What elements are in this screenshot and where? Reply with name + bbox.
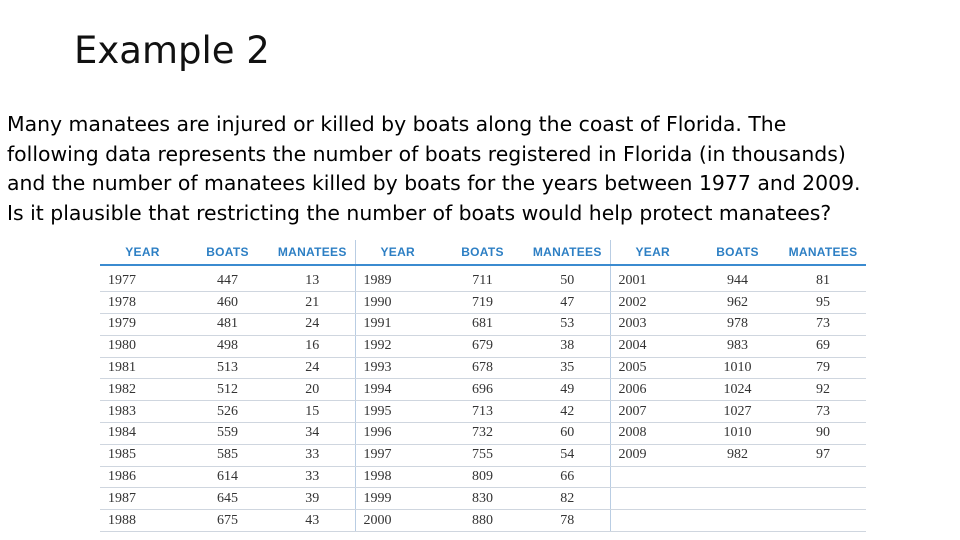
cell-manatees: 92: [780, 379, 866, 401]
table-row: [100, 265, 866, 292]
cell-manatees: 15: [270, 401, 355, 423]
table-row: [100, 335, 866, 357]
cell-manatees: 66: [525, 466, 610, 488]
table-row: [100, 357, 866, 379]
cell-manatees: 42: [525, 401, 610, 423]
column-header-year: YEAR: [610, 240, 695, 265]
cell-manatees: [780, 466, 866, 488]
cell-boats: 559: [185, 422, 270, 444]
table-row: [100, 292, 866, 314]
cell-boats: 675: [185, 510, 270, 532]
cell-year: 1980: [100, 335, 185, 357]
cell-year: 2008: [610, 422, 695, 444]
cell-year: 2007: [610, 401, 695, 423]
cell-year: 2004: [610, 335, 695, 357]
cell-manatees: 97: [780, 444, 866, 466]
cell-boats: 809: [440, 466, 525, 488]
cell-boats: 696: [440, 379, 525, 401]
table-row: [100, 422, 866, 444]
cell-manatees: 16: [270, 335, 355, 357]
cell-year: 1987: [100, 488, 185, 510]
cell-boats: 481: [185, 314, 270, 336]
cell-manatees: 20: [270, 379, 355, 401]
table-body: [100, 265, 866, 532]
column-header-boats: BOATS: [185, 240, 270, 265]
slide-title: Example 2: [74, 29, 270, 72]
table-row: [100, 401, 866, 423]
cell-year: 1985: [100, 444, 185, 466]
cell-year: 1977: [100, 265, 185, 292]
cell-year: 2002: [610, 292, 695, 314]
cell-boats: 719: [440, 292, 525, 314]
cell-boats: 681: [440, 314, 525, 336]
cell-year: 1992: [355, 335, 440, 357]
cell-manatees: 54: [525, 444, 610, 466]
cell-manatees: 78: [525, 510, 610, 532]
cell-year: 1986: [100, 466, 185, 488]
column-header-boats: BOATS: [440, 240, 525, 265]
cell-boats: 1027: [695, 401, 780, 423]
cell-year: 1982: [100, 379, 185, 401]
cell-manatees: 35: [525, 357, 610, 379]
cell-manatees: 43: [270, 510, 355, 532]
cell-boats: 944: [695, 265, 780, 292]
body-line: and the number of manatees killed by boats for the years between 1977 and 2009.: [7, 171, 861, 195]
cell-boats: 732: [440, 422, 525, 444]
table-row: [100, 444, 866, 466]
cell-year: 2006: [610, 379, 695, 401]
cell-manatees: 95: [780, 292, 866, 314]
table-row: [100, 379, 866, 401]
cell-manatees: 21: [270, 292, 355, 314]
cell-boats: 512: [185, 379, 270, 401]
column-header-manatees: MANATEES: [270, 240, 355, 265]
cell-manatees: 24: [270, 357, 355, 379]
cell-year: 1991: [355, 314, 440, 336]
cell-boats: 1024: [695, 379, 780, 401]
cell-boats: 880: [440, 510, 525, 532]
cell-boats: 447: [185, 265, 270, 292]
cell-manatees: 34: [270, 422, 355, 444]
cell-boats: 983: [695, 335, 780, 357]
cell-year: 2009: [610, 444, 695, 466]
column-header-year: YEAR: [100, 240, 185, 265]
body-line: Is it plausible that restricting the number of boats would help protect manatees?: [7, 200, 832, 225]
cell-year: 2003: [610, 314, 695, 336]
cell-manatees: 47: [525, 292, 610, 314]
cell-boats: 498: [185, 335, 270, 357]
cell-year: 1994: [355, 379, 440, 401]
cell-manatees: 69: [780, 335, 866, 357]
cell-year: 1989: [355, 265, 440, 292]
cell-boats: 711: [440, 265, 525, 292]
table-row: [100, 510, 866, 532]
cell-manatees: 13: [270, 265, 355, 292]
cell-manatees: 90: [780, 422, 866, 444]
table-row: [100, 314, 866, 336]
column-header-boats: BOATS: [695, 240, 780, 265]
cell-year: 1993: [355, 357, 440, 379]
cell-manatees: 82: [525, 488, 610, 510]
cell-boats: 1010: [695, 422, 780, 444]
cell-year: 1979: [100, 314, 185, 336]
cell-year: 1995: [355, 401, 440, 423]
column-header-manatees: MANATEES: [780, 240, 866, 265]
cell-manatees: 24: [270, 314, 355, 336]
cell-manatees: [780, 488, 866, 510]
cell-boats: 755: [440, 444, 525, 466]
cell-boats: 978: [695, 314, 780, 336]
cell-year: 1978: [100, 292, 185, 314]
cell-year: 1988: [100, 510, 185, 532]
cell-boats: 713: [440, 401, 525, 423]
cell-year: 1997: [355, 444, 440, 466]
cell-boats: 526: [185, 401, 270, 423]
cell-manatees: 81: [780, 265, 866, 292]
cell-year: 1998: [355, 466, 440, 488]
cell-year: 2000: [355, 510, 440, 532]
slide-body-text: [7, 110, 957, 228]
cell-year: 1983: [100, 401, 185, 423]
cell-year: 1996: [355, 422, 440, 444]
cell-manatees: 33: [270, 444, 355, 466]
column-header-manatees: MANATEES: [525, 240, 610, 265]
cell-year: [610, 510, 695, 532]
cell-boats: 585: [185, 444, 270, 466]
cell-manatees: 79: [780, 357, 866, 379]
cell-boats: 1010: [695, 357, 780, 379]
cell-boats: 460: [185, 292, 270, 314]
cell-boats: 678: [440, 357, 525, 379]
cell-boats: 830: [440, 488, 525, 510]
cell-boats: 645: [185, 488, 270, 510]
cell-manatees: 49: [525, 379, 610, 401]
cell-year: 1990: [355, 292, 440, 314]
table-header-row: [100, 240, 866, 265]
cell-year: 2001: [610, 265, 695, 292]
cell-manatees: 50: [525, 265, 610, 292]
cell-boats: 513: [185, 357, 270, 379]
cell-year: [610, 466, 695, 488]
cell-year: 1984: [100, 422, 185, 444]
cell-manatees: 60: [525, 422, 610, 444]
cell-year: 1999: [355, 488, 440, 510]
body-line: Many manatees are injured or killed by boats along the coast of Florida. The: [7, 112, 787, 136]
cell-manatees: [780, 510, 866, 532]
body-line: following data represents the number of boats registered in Florida (in thousands): [7, 141, 846, 166]
manatee-boat-table: [100, 240, 866, 532]
column-header-year: YEAR: [355, 240, 440, 265]
cell-boats: [695, 488, 780, 510]
cell-boats: 982: [695, 444, 780, 466]
cell-year: 1981: [100, 357, 185, 379]
cell-manatees: 73: [780, 314, 866, 336]
cell-manatees: 73: [780, 401, 866, 423]
cell-year: [610, 488, 695, 510]
cell-manatees: 53: [525, 314, 610, 336]
cell-boats: 962: [695, 292, 780, 314]
cell-manatees: 33: [270, 466, 355, 488]
table-row: [100, 488, 866, 510]
cell-boats: 679: [440, 335, 525, 357]
cell-manatees: 39: [270, 488, 355, 510]
cell-manatees: 38: [525, 335, 610, 357]
cell-boats: [695, 510, 780, 532]
cell-year: 2005: [610, 357, 695, 379]
cell-boats: 614: [185, 466, 270, 488]
table-row: [100, 466, 866, 488]
cell-boats: [695, 466, 780, 488]
